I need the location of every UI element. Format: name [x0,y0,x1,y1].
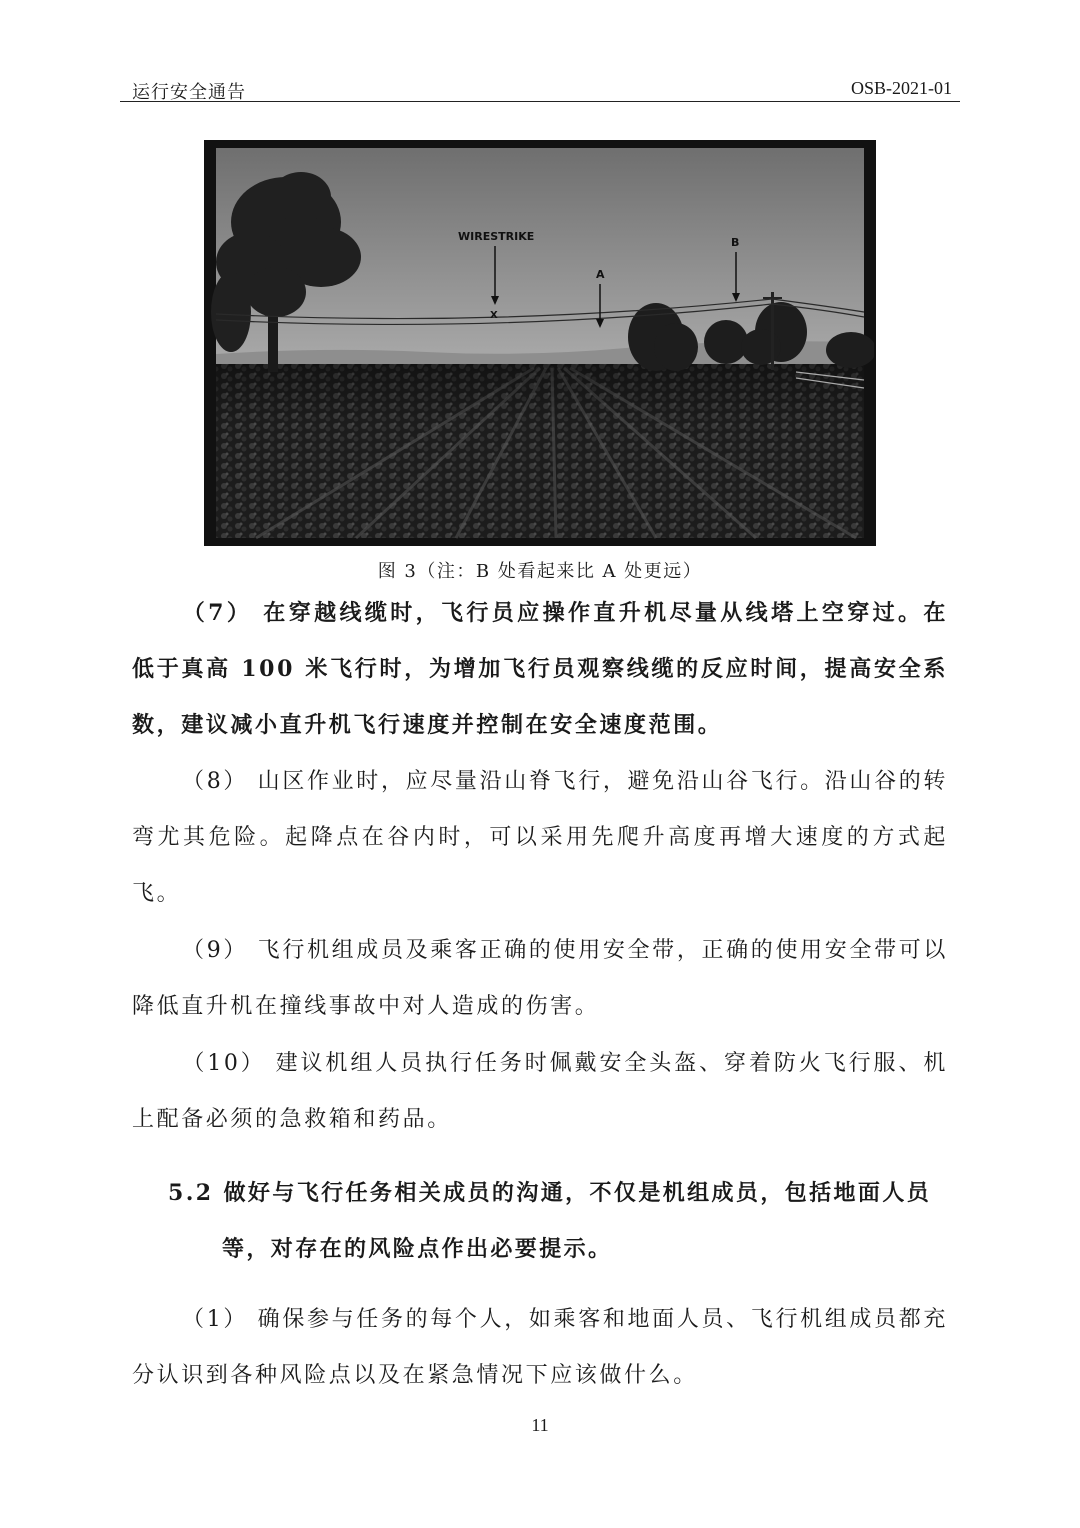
wirestrike-photo [204,140,876,546]
label-a: A [596,268,605,281]
paragraph-5-2-1 [132,1292,948,1404]
paragraph-10 [132,1036,948,1148]
section-heading-line2: 等，对存在的风险点作出必要提示。 [222,1236,613,1262]
paragraph-8-text: （8） 山区作业时，应尽量沿山脊飞行，避免沿山谷飞行。沿山谷的转弯尤其危险。起降点在谷内时，可以采用先爬升高度再增大速度的方式起飞。 [132,769,948,906]
paragraph-9-text: （9） 飞行机组成员及乘客正确的使用安全带，正确的使用安全带可以降低直升机在撞线事故中对人造成的伤害。 [132,938,948,1019]
figure-caption: 图 3（注：B 处看起来比 A 处更远） [377,561,703,582]
header-divider [120,101,960,102]
header-doc-id: OSB-2021-01 [850,78,952,98]
paragraph-5-2-1-text: （1） 确保参与任务的每个人，如乘客和地面人员、飞行机组成员都充分认识到各种风险点以及在紧急情况下应该做什么。 [132,1307,948,1388]
label-b: B [731,236,740,249]
paragraph-10-text: （10） 建议机组人员执行任务时佩戴安全头盔、穿着防火飞行服、机上配备必须的急救箱和药品。 [132,1051,948,1132]
section-heading-line1: 5.2 做好与飞行任务相关成员的沟通，不仅是机组成员，包括地面人员 [168,1180,932,1206]
photo-illustration [206,142,874,544]
paragraph-8 [132,754,948,922]
label-x-mark: X [490,310,498,321]
page-number: 11 [531,1415,549,1435]
section-heading-5-2 [168,1165,950,1277]
paragraph-7 [132,585,948,753]
paragraph-9 [132,923,948,1035]
paragraph-7-text: （7） 在穿越线缆时，飞行员应操作直升机尽量从线塔上空穿过。在低于真高 100 米飞行时，为增加飞行员观察线缆的反应时间，提高安全系数，建议减小直升机飞行速度并控制在安全速度范围。 [132,600,948,738]
header-title: 运行安全通告 [132,82,246,103]
label-wirestrike: WIRESTRIKE [458,230,535,243]
